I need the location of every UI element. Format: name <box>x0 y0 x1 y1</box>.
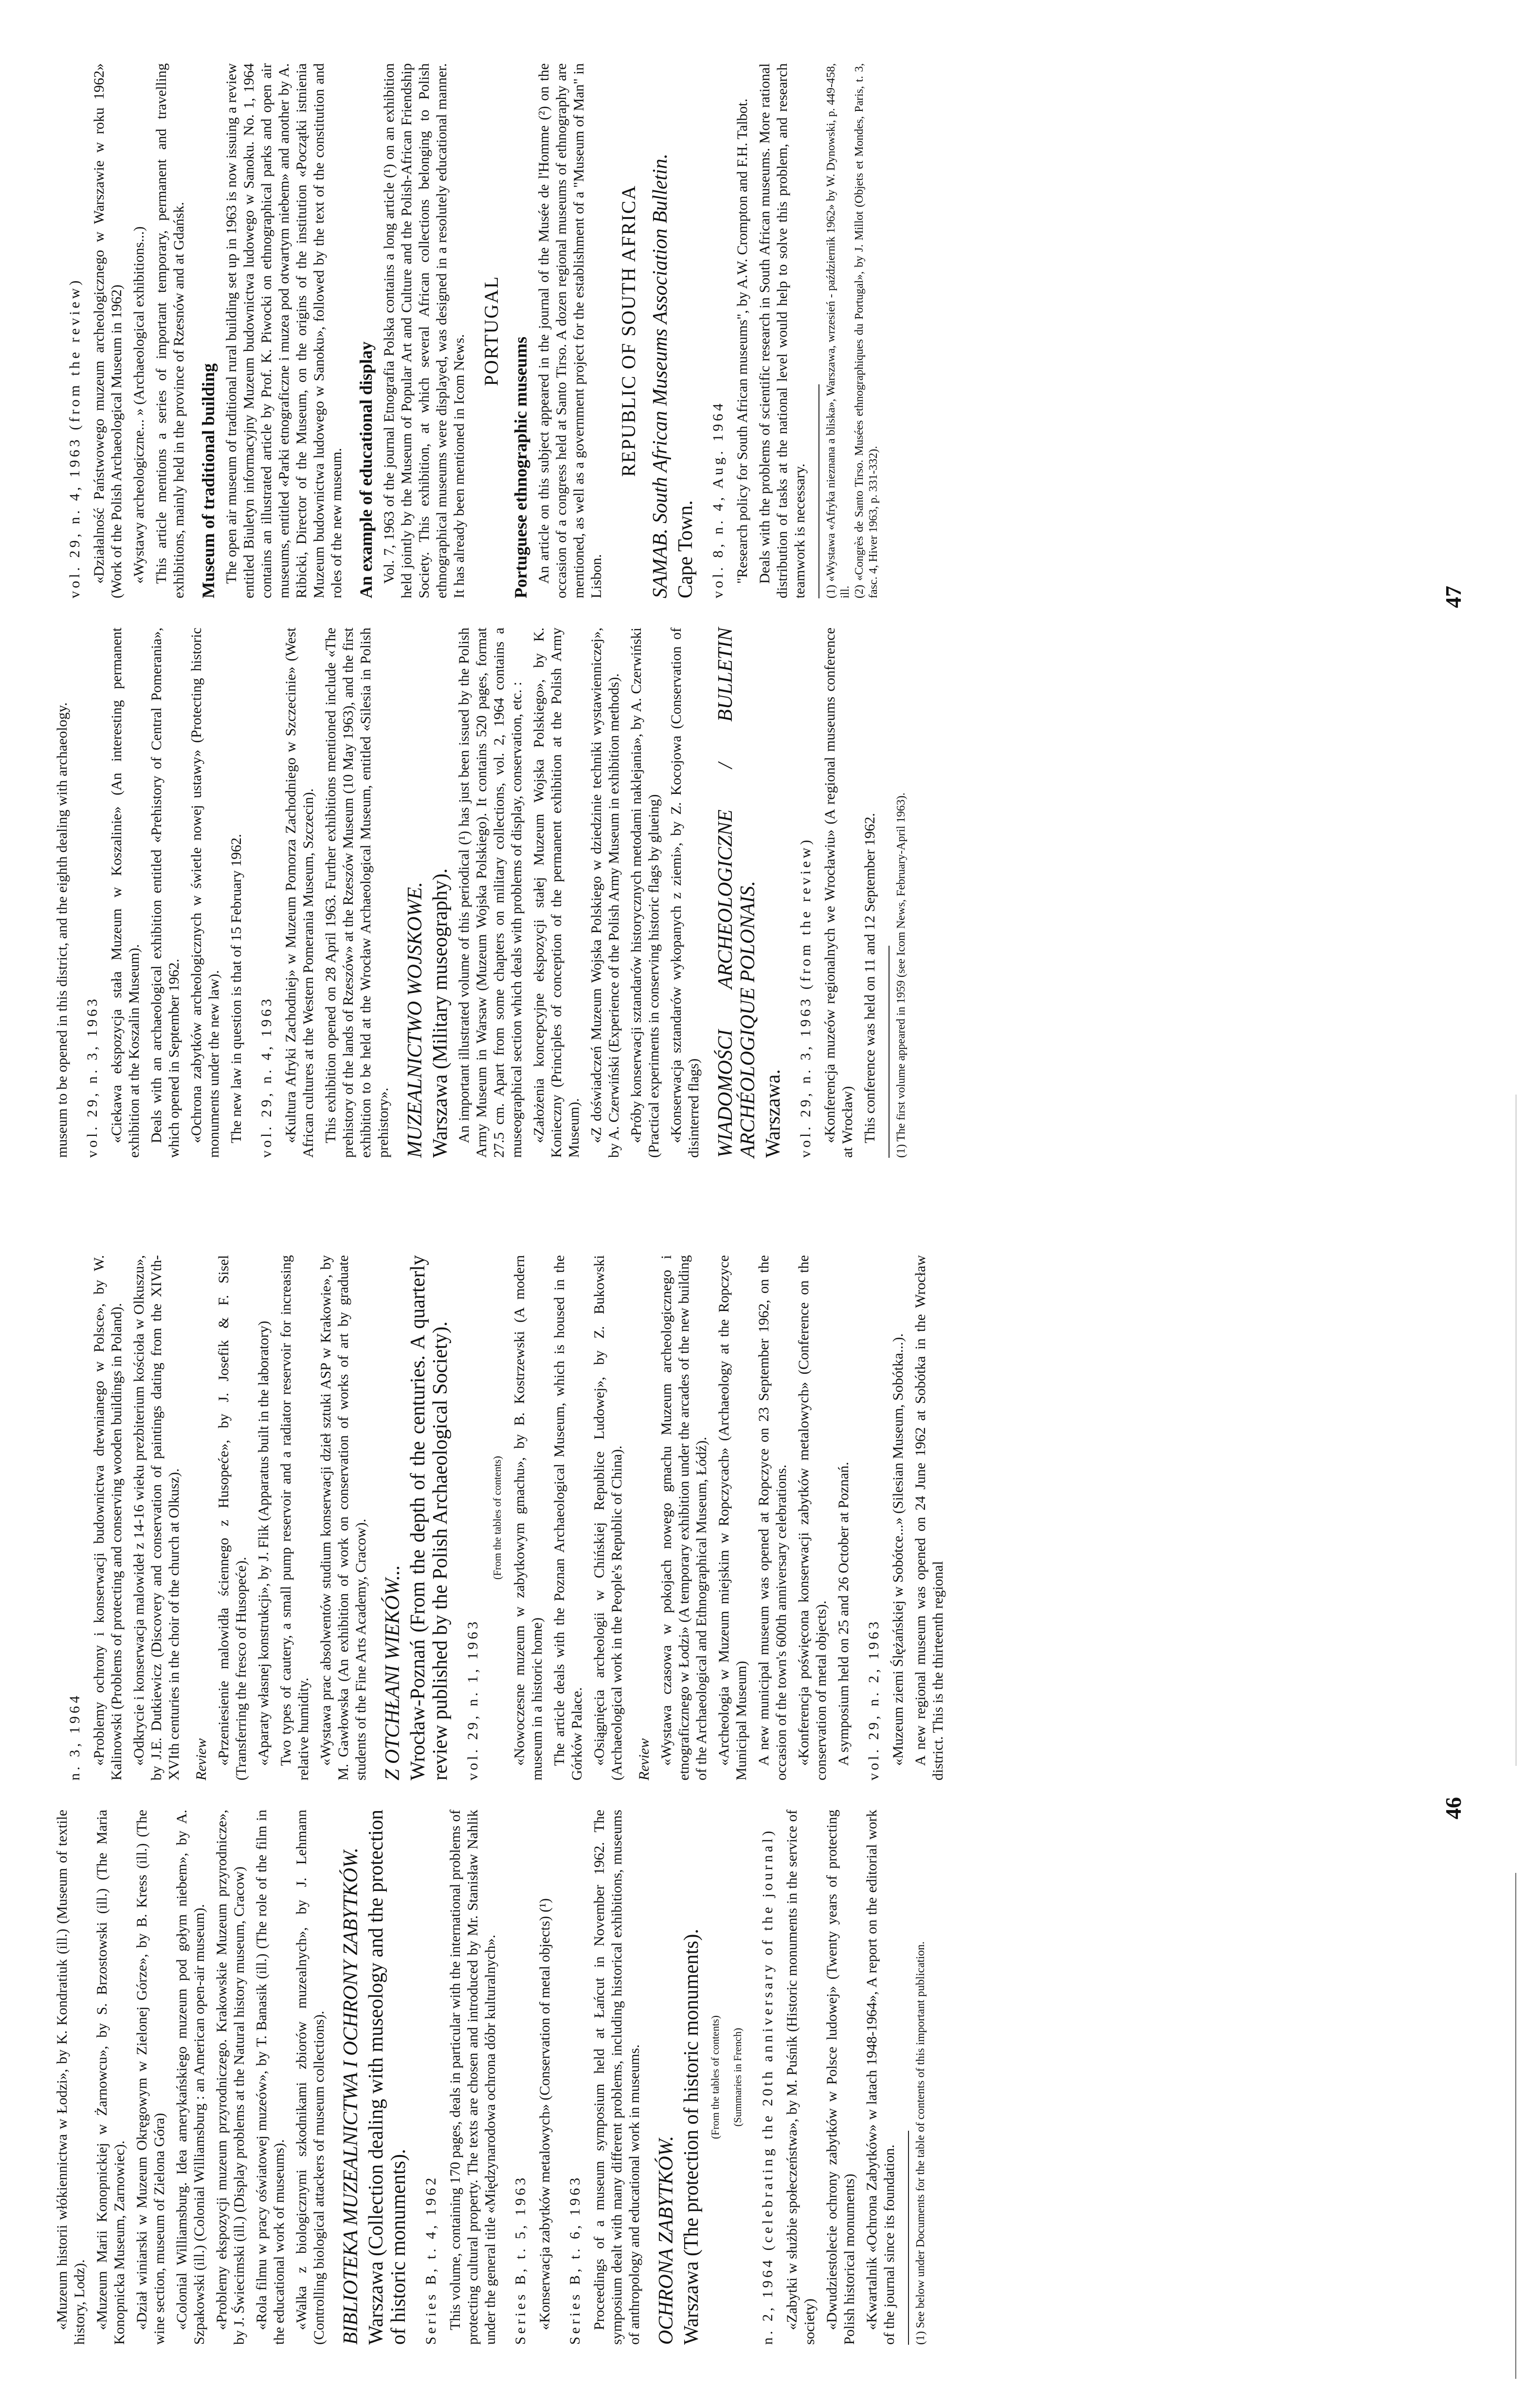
page-46-column-1 <box>54 1810 928 2345</box>
paragraph: Proceedings of a museum symposium held at Łańcut in November 1962. The symposium dealt with many different problems, including historical exhibitions, museums of anthropology and educational work in museums. <box>591 1810 642 2345</box>
issue-heading: n. 2, 1964 (celebrating the 20th anniversary of the journal) <box>760 1828 776 2345</box>
issue-heading: vol. 29, n. 4, 1963 (from the review) <box>67 277 83 598</box>
publication-subtitle: Warszawa (Collection dealing with museology and the protection of historic monuments). <box>365 1810 410 2345</box>
paragraph: A new regional museum was opened on 24 June 1962 at Sobótka in the Wrocław district. This is the thirteenth regional <box>912 1255 946 1780</box>
publication-subtitle: Warszawa (The protection of historic monuments). <box>680 1928 703 2345</box>
paragraph: «Dwudziestolecie ochrony zabytków w Polsce ludowej» (Twenty years of protecting Polish historical monuments) <box>824 1810 857 2345</box>
issue-heading: vol. 29, n. 3, 1963 (from the review) <box>798 837 814 1158</box>
publication-title: MUZEALNICTWO WOJSKOWE. <box>404 882 426 1158</box>
publication-subtitle: Warszawa. <box>762 1069 784 1158</box>
publication-title: WIADOMOŚCI ARCHEOLOGICZNE / BULLETIN ARCHÉOLOGIQUE POLONAIS. <box>714 628 759 1158</box>
paragraph: «Archeologia w Muzeum miejskim w Ropczycach» (Archaeology at the Ropczyce Municipal Museum) <box>716 1255 749 1780</box>
paragraph: A new municipal museum was opened at Ropczyce on 23 September 1962, on the occasion of the town's 600th anniversary celebrations. <box>756 1255 789 1780</box>
footnote: (2) «Congrès de Santo Tirso. Musées ethnographiques du Portugal», by J. Millot (Objets et Mondes, Paris, t. 3, fasc. 4, Hiver 1963, p. 331-332). <box>853 63 880 598</box>
paragraph: «Działalność Państwowego muzeum archeologicznego w Warszawie w roku 1962» (Work of the Polish Archaeological Museum in 1962) <box>91 63 125 598</box>
issue-heading: vol. 29, n. 4, 1963 <box>258 996 274 1158</box>
paragraph: The article deals with the Poznan Archaeological Museum, which is housed in the Górków Palace. <box>551 1255 585 1780</box>
footnote-rule <box>818 384 819 598</box>
paragraph: This exhibition opened on 28 April 1963. Further exhibitions mentioned include «The prehistory of the lands of Rzeszów» at the Rzeszów Museum (10 May 1963), and the first exhibition to be held at the Wrocław Archaeological Museum, entitled «Silesia in Polish prehistory». <box>323 628 391 1158</box>
paragraph: «Konserwacja sztandarów wykopanych z ziemi», by Z. Kocojowa (Conservation of disinterred flags) <box>668 628 702 1158</box>
publication-title: Z OTCHŁANI WIEKÓW... <box>382 1564 404 1780</box>
page-number-left: 46 <box>1441 1797 1466 1819</box>
publication-subtitle: Warszawa (Military museography). <box>429 868 452 1158</box>
issue-heading: Series B, t. 4, 1962 <box>423 2174 439 2345</box>
page-46-column-2 <box>54 1255 952 1780</box>
paragraph: An article on this subject appeared in the journal of the Musée de l'Homme (²) on the occasion of a congress held at Santo Tirso. A dozen regional museums of ethnography are mentioned, as well as a government project for the establishment of a "Museum of Man" in Lisbon. <box>536 63 604 598</box>
review-label: Review <box>193 1738 209 1780</box>
publication-title: SAMAB. South African Museums Association Bulletin. <box>649 153 672 598</box>
paragraph: «Odkrycie i konserwacja malowideł z 14-16 wieku prezbiterium kościoła w Olkuszu», by J.E. Dutkiewicz (Discovery and conservation of paintings dating from the XIVth-XVIth centuries in the choir of the church at Olkusz). <box>131 1255 182 1780</box>
paragraph: «Wystawa prac absolwentów studium konserwacji dzieł sztuki ASP w Krakowie», by M. Gawłowska (An exhibition of work on conservation of works of art by graduate students of the Fine Arts Academy, Cracow). <box>318 1255 369 1780</box>
footnote: (1) «Wystawa «Afryka nieznana a bliska», Warszawa, wrzesień - październik 1962» by W. Dynowski, p. 449-458, ill. <box>825 63 852 598</box>
issue-heading: Series B, t. 6, 1963 <box>567 2174 583 2345</box>
small-note: (From the tables of contents) <box>709 2015 721 2139</box>
paragraph: «Walka z biologicznymi szkodnikami zbiorów muzealnych», by J. Lehmann (Controlling biological attackers of museum collections). <box>293 1810 327 2345</box>
paragraph: This volume, containing 170 pages, deals in particular with the international problems of protecting cultural property. The texts are chosen and introduced by Mr. Stanisław Nahlik under the general title «Międzynarodowa ochrona dóbr kulturalnych». <box>447 1810 498 2345</box>
paragraph: This conference was held on 11 and 12 September 1962. <box>862 813 878 1143</box>
paragraph: «Aparaty własnej konstrukcji», by J. Flik (Apparatus built in the laboratory) <box>255 1321 272 1766</box>
footnote: (1) See below under Documents for the table of contents of this important publication. <box>914 1941 927 2345</box>
footnote-rule <box>889 946 890 1158</box>
paragraph: «Próby konserwacji sztandarów historycznych metodami naklejania», by A. Czerwiński (Practical experiments in conserving historic flags by glueing) <box>628 628 662 1158</box>
paragraph: «Dział winiarski w Muzeum Okręgowym w Zielonej Górze», by B. Kress (ill.) (The wine section, museum of Zielona Góra) <box>134 1810 167 2345</box>
paragraph: «Wystawa czasowa w pokojach nowego gmachu Muzeum archeologicznego i etnograficznego w Łodzi» (A temporary exhibition under the arcades of the new building of the Archaeological and Ethnographical Museum, Łódź). <box>658 1255 709 1780</box>
paragraph: Two types of cautery, a small pump reservoir and a radiator reservoir for increasing relative humidity. <box>278 1255 311 1780</box>
paragraph: «Rola filmu w pracy oświatowej muzeów», by T. Banasik (ill.) (The role of the film in the educational work of museums). <box>254 1810 287 2345</box>
section-heading: An example of educational display <box>356 341 376 598</box>
review-label: Review <box>636 1738 652 1780</box>
paragraph: «Problemy ochrony i konserwacji budownictwa drewnianego w Polsce», by W. Kalinowski (Problems of protecting and conserving wooden buildings in Poland). <box>91 1255 125 1780</box>
paragraph: "Research policy for South African museums", by A.W. Crompton and F.H. Talbot. <box>734 98 750 584</box>
publication-title: OCHRONA ZABYTKÓW. <box>655 2136 677 2345</box>
paragraph: «Muzeum ziemi Ślężańskiej w Sobótce...» (Silesian Museum, Sobótka...). <box>890 1333 906 1766</box>
paragraph: «Konserwacja zabytków metalowych» (Conservation of metal objects) (¹) <box>537 1898 553 2330</box>
section-heading: Museum of traditional building <box>199 363 218 598</box>
issue-heading: n. 3, 1964 <box>67 1693 83 1780</box>
paragraph: This article mentions a series of important temporary, permanent and travelling exhibitions, mainly held in the province of Rzesnów and at Gdańsk. <box>153 63 187 598</box>
paragraph: «Colonial Williamsburg. Idea amerykańskiego muzeum pod gołym niebem», by A. Szpakowski (ill.) (Colonial Williamsburg : an American open-air museum). <box>174 1810 207 2345</box>
paragraph: «Muzeum Marii Konopnickiej w Żarnowcu», by S. Brzostowski (ill.) (The Maria Konopnicka Museum, Zarnowiec). <box>94 1810 127 2345</box>
issue-heading: Series B, t. 5, 1963 <box>512 2174 528 2345</box>
page-47-column-2 <box>54 63 881 598</box>
footnote-rule <box>908 2131 909 2345</box>
issue-heading: vol. 29, n. 2, 1963 <box>866 1618 882 1780</box>
paragraph: «Ciekawa ekspozycja stała Muzeum w Koszalinie» (An interesting permanent exhibition at the Koszalin Museum). <box>109 628 142 1158</box>
publication-subtitle: Wrocław-Poznań (From the depth of the centuries. A quarterly review published by the Polish Archaeological Society). <box>407 1255 452 1780</box>
paragraph: «Nowoczesne muzeum w zabytkowym gmachu», by B. Kostrzewski (A modern museum in a historic home) <box>511 1255 545 1780</box>
issue-heading: vol. 8, n. 4, Aug. 1964 <box>710 400 726 598</box>
small-note: (Summaries in French) <box>731 2028 744 2127</box>
paragraph: «Ochrona zabytków archeologicznych w świetle nowej ustawy» (Protecting historic monuments under the new law). <box>188 628 222 1158</box>
paragraph: «Kultura Afryki Zachodniej» w Muzeum Pomorza Zachodniego w Szczecinie» (West African cultures at the Western Pomerania Museum, Szczecin). <box>283 628 316 1158</box>
paragraph: The new law in question is that of 15 February 1962. <box>228 834 244 1143</box>
footnote: (1) The first volume appeared in 1959 (see Icom News, February-April 1963). <box>895 792 908 1158</box>
paragraph: «Z doświadczeń Muzeum Wojska Polskiego w dziedzinie techniki wystawienniczej», by A. Czerwiński (Experience of the Polish Army Museum in exhibition methods). <box>588 628 622 1158</box>
page-number-right: 47 <box>1441 586 1466 608</box>
publication-title: BIBLIOTEKA MUZEALNICTWA I OCHRONY ZABYTKÓW. <box>340 1848 362 2345</box>
paragraph: «Konferencja muzeów regionalnych we Wrocławiu» (A regional museums conference at Wrocław) <box>822 628 855 1158</box>
paragraph: «Muzeum historii włókiennictwa w Łodzi», by K. Kondratiuk (ill.) (Museum of textile history, Lodz). <box>54 1810 88 2345</box>
country-heading: REPUBLIC OF SOUTH AFRICA <box>618 184 639 477</box>
paragraph: «Konferencja poświęcona konserwacji zabytków metalowych» (Conference on the conservation of metal objects). <box>796 1255 829 1780</box>
paragraph: «Problemy ekspozycji muzeum przyrodniczego. Krakowskie Muzeum przyrodnicze», by J. Świecimski (ill.) (Display problems at the Natural history museum, Cracow) <box>214 1810 247 2345</box>
issue-heading: vol. 29, n. 3, 1963 <box>84 996 100 1158</box>
scan-edge-line-left <box>1515 1873 1516 2379</box>
issue-heading: vol. 29, n. 1, 1963 <box>465 1618 481 1780</box>
page-47-column-1 <box>54 628 908 1158</box>
paragraph: «Wystawy archeologiczne... » (Archaeological exhibitions...) <box>131 226 147 584</box>
paragraph: Deals with the problems of scientific research in South African museums. More rational distribution of tasks at the national level would help to solve this problem, and research teamwork is necessary. <box>757 63 808 598</box>
paragraph: «Kwartalnik «Ochrona Zabytków» w latach 1948-1964», A report on the editorial work of the journal since its foundation. <box>864 1810 897 2345</box>
publication-subtitle: Cape Town. <box>674 500 697 598</box>
section-heading: Portuguese ethnographic museums <box>511 337 530 598</box>
paragraph: Deals with an archaeological exhibition entitled «Prehistory of Central Pomerania», which opened in September 1962. <box>148 628 182 1158</box>
paragraph: Vol. 7, 1963 of the journal Etnografia Polska contains a long article (¹) on an exhibition held jointly by the Museum of Popular Art and Culture and the Polish-African Friendship Society. This exhibition, at which several African collections belonging to Polish ethnographical museums were displayed, was designed in a resolutely educational manner. It has already been mentioned in Icom News. <box>381 63 467 598</box>
paragraph: The open air museum of traditional rural building set up in 1963 is now issuing a review entitled Biuletyn informacyjny Muzeum budownictwa ludowego w Sanoku. No. 1, 1964 contains an illustrated article by Prof. K. Piwocki on ethnographical parks and open air museums, entitled «Parki etnograficzne i muzea pod otwartym niebem» and another by A. Ribicki, Director of the Museum, on the origins of the institution «Początki istnienia Muzeum budownictwa ludowego w Sanoku», followed by the text of the constitution and roles of the new museum. <box>223 63 345 598</box>
paragraph: An important illustrated volume of this periodical (¹) has just been issued by the Polish Army Museum in Warsaw (Muzeum Wojska Polskiego). It contains 520 pages, format 27.5 cm. Apart from some chapters on military collections, vol. 2, 1964 contains a museographical section which deals with problems of display, conservation, etc. : <box>456 628 525 1158</box>
paragraph: «Przeniesienie malowidła ściennego z Husopeće», by J. Josefik & F. Sisel (Transferring the fresco of Husopeće). <box>216 1255 249 1780</box>
country-heading: PORTUGAL <box>480 275 502 386</box>
paragraph: «Założenia koncepcyjne ekspozycji stałej Muzeum Wojska Polskiego», by K. Konieczny (Principles of conception of the permanent exhibition at the Polish Army Museum). <box>531 628 582 1158</box>
paragraph: «Zabytki w służbie społeczeństwa», by M. Puśnik (Historic monuments in the service of society) <box>784 1810 818 2345</box>
paragraph: «Osiągnięcia archeologii w Chińskiej Republice Ludowej», by Z. Bukowski (Archaeological work in the People's Republic of China). <box>591 1255 625 1780</box>
paragraph: museum to be opened in this district, and the eighth dealing with archaeology. <box>54 702 70 1158</box>
small-note: (From the tables of contents) <box>491 1456 503 1580</box>
paragraph: A symposium held on 25 and 26 October at Poznań. <box>836 1462 852 1766</box>
